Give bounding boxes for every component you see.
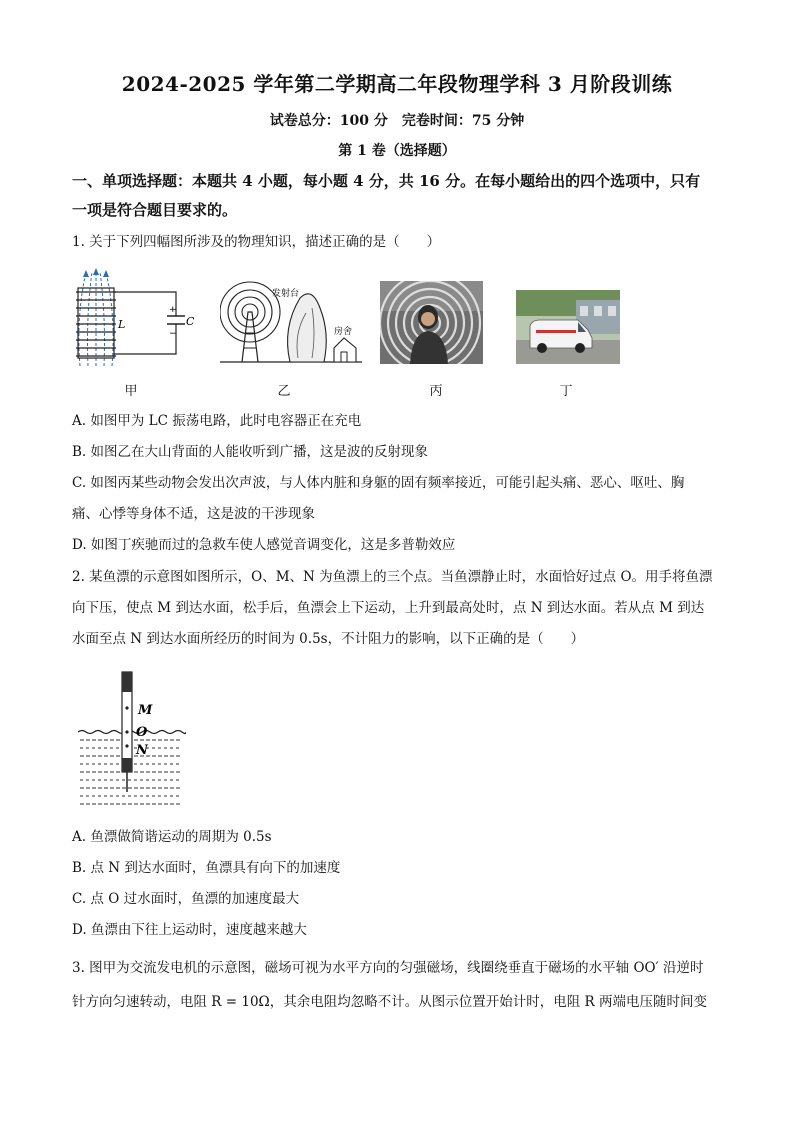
q1-option-c-line2: 痛、心悸等身体不适，这是波的干涉现象 [72, 506, 315, 522]
caption-ding: 丁 [559, 384, 573, 399]
q2-option-a: A. 鱼漂做简谐运动的周期为 0.5s [72, 829, 272, 845]
q1-option-d: D. 如图丁疾驰而过的急救车使人感觉音调变化，这是多普勒效应 [72, 537, 456, 553]
label-O: O [136, 725, 148, 740]
q1-option-c-line1: C. 如图丙某些动物会发出次声波，与人体内脏和身躯的固有频率接近，可能引起头痛、恶心、呕吐、胸 [72, 475, 685, 491]
section-heading-line1: 一、单项选择题：本题共 4 小题，每小题 4 分，共 16 分。在每小题给出的四个选项中，只有 [72, 172, 701, 190]
caption-jia: 甲 [124, 384, 138, 399]
q3-stem-line1: 3. 图甲为交流发电机的示意图，磁场可视为水平方向的匀强磁场，线圈绕垂直于磁场的水平轴 OO′ 沿逆时 [72, 960, 704, 976]
label-tower: 发射台 [272, 289, 300, 299]
svg-text:−: − [169, 329, 177, 339]
section-heading-line2: 一项是符合题目要求的。 [72, 201, 238, 219]
q2-option-c: C. 点 O 过水面时，鱼漂的加速度最大 [72, 891, 300, 907]
q1-option-a: A. 如图甲为 LC 振荡电路，此时电容器正在充电 [72, 413, 362, 429]
q1-option-b: B. 如图乙在大山背面的人能收听到广播，这是波的反射现象 [72, 444, 429, 460]
label-house: 房舍 [334, 327, 353, 337]
q2-stem-line1: 2. 某鱼漂的示意图如图所示，O、M、N 为鱼漂上的三个点。当鱼漂静止时，水面恰好过点 O。用手将鱼漂 [72, 569, 713, 585]
q1-stem: 1. 关于下列四幅图所涉及的物理知识，描述正确的是（ ） [72, 234, 441, 250]
q2-option-b: B. 点 N 到达水面时，鱼漂具有向下的加速度 [72, 860, 341, 876]
figure-ding-ambulance [516, 290, 620, 364]
q3-stem-line2: 针方向匀速转动，电阻 R = 10Ω，其余电阻均忽略不计。从图示位置开始计时，电阻 R 两端电压随时间变 [72, 994, 707, 1010]
figure-yi-radio-tower [220, 278, 362, 366]
label-M: M [138, 703, 153, 718]
svg-text:+: + [169, 305, 177, 315]
caption-bing: 丙 [429, 384, 443, 399]
figure-bing-photo [380, 281, 483, 364]
label-N: N [136, 743, 148, 758]
q2-stem-line2: 向下压，使点 M 到达水面，松手后，鱼漂会上下运动，上升到最高处时，点 N 到达水面。若从点 M 到达 [72, 600, 705, 616]
page-title: 2024-2025 学年第二学期高二年段物理学科 3 月阶段训练 [121, 72, 673, 96]
label-L: L [118, 318, 126, 331]
q2-option-d: D. 鱼漂由下往上运动时，速度越来越大 [72, 922, 307, 938]
figure-fishing-float [78, 668, 186, 808]
caption-yi: 乙 [277, 384, 291, 399]
label-C: C [186, 315, 195, 328]
exam-info: 试卷总分：100 分 完卷时间：75 分钟 [269, 113, 525, 129]
volume-label: 第 1 卷（选择题） [338, 143, 456, 159]
q2-stem-line3: 水面至点 N 到达水面所经历的时间为 0.5s，不计阻力的影响，以下正确的是（ ） [72, 631, 585, 647]
figure-jia-lc-circuit [66, 266, 202, 368]
